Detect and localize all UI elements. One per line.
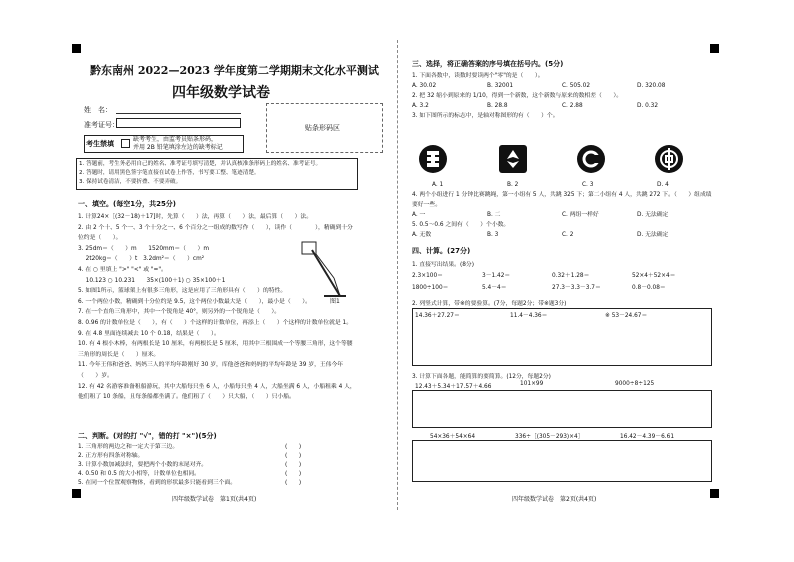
section-3-title: 三、选择，将正确答案的序号填在括号内。(5分) [412,60,564,68]
mental-math-item: 0.8－0.08＝ [632,285,666,291]
simplify-item: 16.42－4.39－6.61 [620,434,675,440]
tf-blank[interactable]: ( ) [285,471,302,477]
corner-mark [72,489,81,498]
tf-2: 2. 正方形有四条对称轴。 [78,453,144,459]
mc-question-5: 5. 0.5～0.6 之间有（ ）个小数。 [412,222,510,228]
mental-math-item: 52×4＋52×4＝ [632,273,676,279]
mc-options-1 [412,81,712,91]
mc-option[interactable]: C. 505.02 [562,83,591,89]
mental-math-item: 2.3×100＝ [412,273,443,279]
tf-blank[interactable]: ( ) [285,444,302,450]
mc-option[interactable]: A. 一 [412,212,426,218]
tf-blank[interactable]: ( ) [285,462,302,468]
question-3: 3. 25dm＝（ ）m 1520mm＝（ ）m [78,245,209,252]
section-2-title: 二、判断。(对的打 "√"，错的打 "×")(5分) [78,432,217,440]
vertical-calc-item: 11.4－4.36＝ [510,313,548,319]
question-5: 5. 如图1所示，篮球架上有很多三角形，这是应用了三角形具有（ ）的特性。 [78,288,287,295]
exam-subtitle: 四年级数学试卷 [172,85,270,101]
absence-mark-label: 考生禁填 [86,140,114,148]
vertical-calc-item: 14.36＋27.27＝ [415,313,460,319]
mc-option[interactable]: C. 3 [582,182,594,188]
mc-option[interactable]: D. 0.32 [637,103,659,109]
mc-option[interactable]: D. 无法确定 [637,232,669,238]
tf-answer-blanks[interactable] [285,443,301,488]
corner-mark [710,44,719,53]
mc-option[interactable]: D. 320.08 [637,83,666,89]
simplify-item: 101×99 [520,381,544,387]
calc-3-title: 3. 计算下面各题，能简算的要简算。(12分，每题2分) [412,374,551,380]
question-1: 1. 计算24×［(32－18)＋17]时，先算（ ）法，再算（ ）法，最后算（ ）法。 [78,214,313,220]
name-field[interactable] [116,113,241,114]
mc-question-4: 4. 两个小组进行 1 分钟比赛跳绳，第一小组有 5 人，共跳 325 下；第二小组有 4 人，共跳 272 下。（ ）组成绩要好一些。 [412,192,712,208]
mental-math-row [412,270,712,282]
mc-option[interactable]: A. 3.2 [412,103,429,109]
calc-1-title: 1. 直接写出结果。(8分) [412,262,474,268]
c-bank-logo-icon [577,145,605,173]
corner-mark [710,489,719,498]
tf-blank[interactable]: ( ) [285,453,302,459]
vertical-calc-item: ※ 53－24.67＝ [605,313,648,319]
emblem-logo-icon [499,145,527,173]
mc-option[interactable]: A. 1 [432,182,444,188]
mc-option[interactable]: C. 2.88 [562,103,583,109]
mc-option[interactable]: B. 二 [487,212,501,218]
simplify-item: 54×36＋54×64 [430,434,476,440]
multiple-choice-q3-to-q5 [412,180,712,240]
tf-3: 3. 计算小数加减法时，要把两个小数的末尾对齐。 [78,462,208,468]
note-1: 1. 答题前，考生务必用自己的姓名、准考证号填写清楚，并认真核准条形码上的姓名、准考证号。 [79,161,322,167]
page-footer: 四年级数学试卷 第2页(共4页) [512,496,597,503]
calc-2-title: 2. 列竖式计算，带※的要验算。(7分，每题2分；带※题3分) [412,301,567,307]
mc-question-2: 2. 把 32 缩小到原来的 1/10，得到一个新数，这个新数与原来的数相差（ ）。 [412,93,623,99]
simplify-item: 336÷［(305－293)×4］ [515,434,584,440]
mc-option[interactable]: D. 4 [657,182,669,188]
mental-math-grid [412,270,712,294]
bank-logo-icon [419,145,447,173]
question-3b: 2t20kg＝（ ）t 3.2dm²＝（ ）cm² [78,256,205,263]
question-7: 7. 在一个直角三角形中，其中一个锐角是 40°，则另外的一个锐角是（ ）。 [78,309,281,316]
mc-question-3: 3. 如下图所示的标志中，是轴对称图形的有（ ）个。 [412,113,559,119]
multiple-choice-q1 [412,71,712,121]
mc-option[interactable]: B. 2 [507,182,519,188]
note-2: 2. 答题时，请用黑色签字笔直接在试卷上作答，书写要工整、笔迹清楚。 [79,170,260,176]
simplify-answer-box-1[interactable] [412,390,712,428]
question-2: 2. 由 2 个十、5 个一、3 个十分之一、6 个百分之一组成的数写作（ ），读作（ ），精确到十分位约是（ ）。 [78,224,353,242]
mc-options-3 [412,180,712,190]
tf-blank[interactable]: ( ) [285,480,302,486]
mental-math-item: 0.32＋1.28＝ [552,273,590,279]
mc-option[interactable]: D. 无法确定 [637,212,669,218]
simplify-answer-box-2[interactable] [412,440,712,482]
absence-text-1: 缺考考生，由监考员贴条形码， [133,136,218,143]
absence-checkbox[interactable] [121,139,130,148]
question-4: 4. 在 ○ 里填上 ">" "<" 或 "="。 [78,266,167,273]
question-12: 12. 有 42 名游客准备租船游玩，其中大船每只坐 6 人，小船每只坐 4 人，大船坐满 6 人，小船租乘 4 人，他们租了 10 条船，且每条船都坐满了。他们租了（ ）只大船，（ ）只小船。 [78,383,356,401]
question-6: 6. 一个两位小数，精确到十分位约是 9.5，这个两位小数最大是（ ），最小是（ ）。 [78,298,311,305]
exam-title: 黔东南州 2022—2023 学年度第二学期期末文化水平测试 [90,64,379,77]
mc-question-1: 1. 下面各数中，读数时要读两个"零"的是（ ）。 [412,73,544,79]
section-1-title: 一、填空。(每空1分，共25分) [78,200,177,208]
tf-1: 1. 三角形的两边之和一定大于第三边。 [78,444,179,450]
simplify-item: 9000÷8÷125 [615,381,655,387]
mc-option[interactable]: C. 两组一样好 [562,212,599,218]
page-two [397,0,794,562]
mc-option[interactable]: C. 2 [562,232,574,238]
simplify-item: 12.43＋5.34＋17.57＋4.66 [415,384,492,390]
question-9: 9. 在 4.8 里面连续减去 10 个 0.18，结果是（ ）。 [78,330,220,337]
id-label: 准考证号： [84,121,119,129]
figure-1-label: 图1 [330,298,340,305]
section-4-title: 四、计算。(27分) [412,247,471,255]
page-footer: 四年级数学试卷 第1页(共4页) [172,496,257,503]
mc-options-5 [412,230,712,240]
vertical-calc-row [415,310,700,319]
tf-5: 5. 在同一个位置观察物体，看到的形状最多只能看到三个面。 [78,480,237,486]
mc-options-4 [412,210,712,220]
barcode-label: 贴条形码区 [305,124,340,132]
coin-bank-logo-icon [655,145,683,173]
mental-math-item: 27.3－3.3－3.7＝ [552,285,601,291]
id-field[interactable] [116,118,241,128]
basketball-stand-figure [300,240,348,302]
note-3: 3. 保持试卷清洁，不要折叠、不要弄破。 [79,179,182,185]
question-8: 8. 0.96 的计数单位是（ ），有（ ）个这样的计数单位，再添上（ ）个这样的计数单位就是 1。 [78,319,353,326]
corner-mark [72,44,81,53]
mc-options-2 [412,101,712,111]
mental-math-item: 5.4－4＝ [482,285,507,291]
mc-option[interactable]: B. 28.8 [487,103,508,109]
mc-option[interactable]: A. 30.02 [412,83,437,89]
true-false-questions [78,443,308,488]
tf-4: 4. 0.50 和 0.5 的大小相等，计数单位也相同。 [78,471,200,477]
mental-math-item: 1800÷100＝ [412,285,449,291]
name-label: 姓 名： [84,106,112,114]
absence-text-2: 并用 2B 铅笔填涂左边的缺考标记 [133,144,223,151]
simplify-row-1 [415,381,710,390]
simplify-row-2 [415,431,715,440]
mental-math-row [412,282,712,294]
question-11: 11. 今年王伟和爸爸、妈妈三人的平均年龄刚好 30 岁，库他爸爸和妈妈的平均年龄是 39 岁，王伟今年（ ）岁。 [78,362,344,379]
question-4b: 10.123 ○ 10.231 35×(100＋1) ○ 35×100＋1 [78,277,226,284]
mc-option[interactable]: A. 无数 [412,232,432,238]
mc-option[interactable]: B. 3 [487,232,499,238]
mental-math-item: 3－1.42＝ [482,273,511,279]
question-10: 10. 有 4 根小木棒，有两根长是 10 厘米，有两根长是 5 厘米，用其中三根围成一个等腰三角形，这个等腰三角形的周长是（ ）厘米。 [78,341,353,358]
mc-option[interactable]: B. 32001 [487,83,514,89]
